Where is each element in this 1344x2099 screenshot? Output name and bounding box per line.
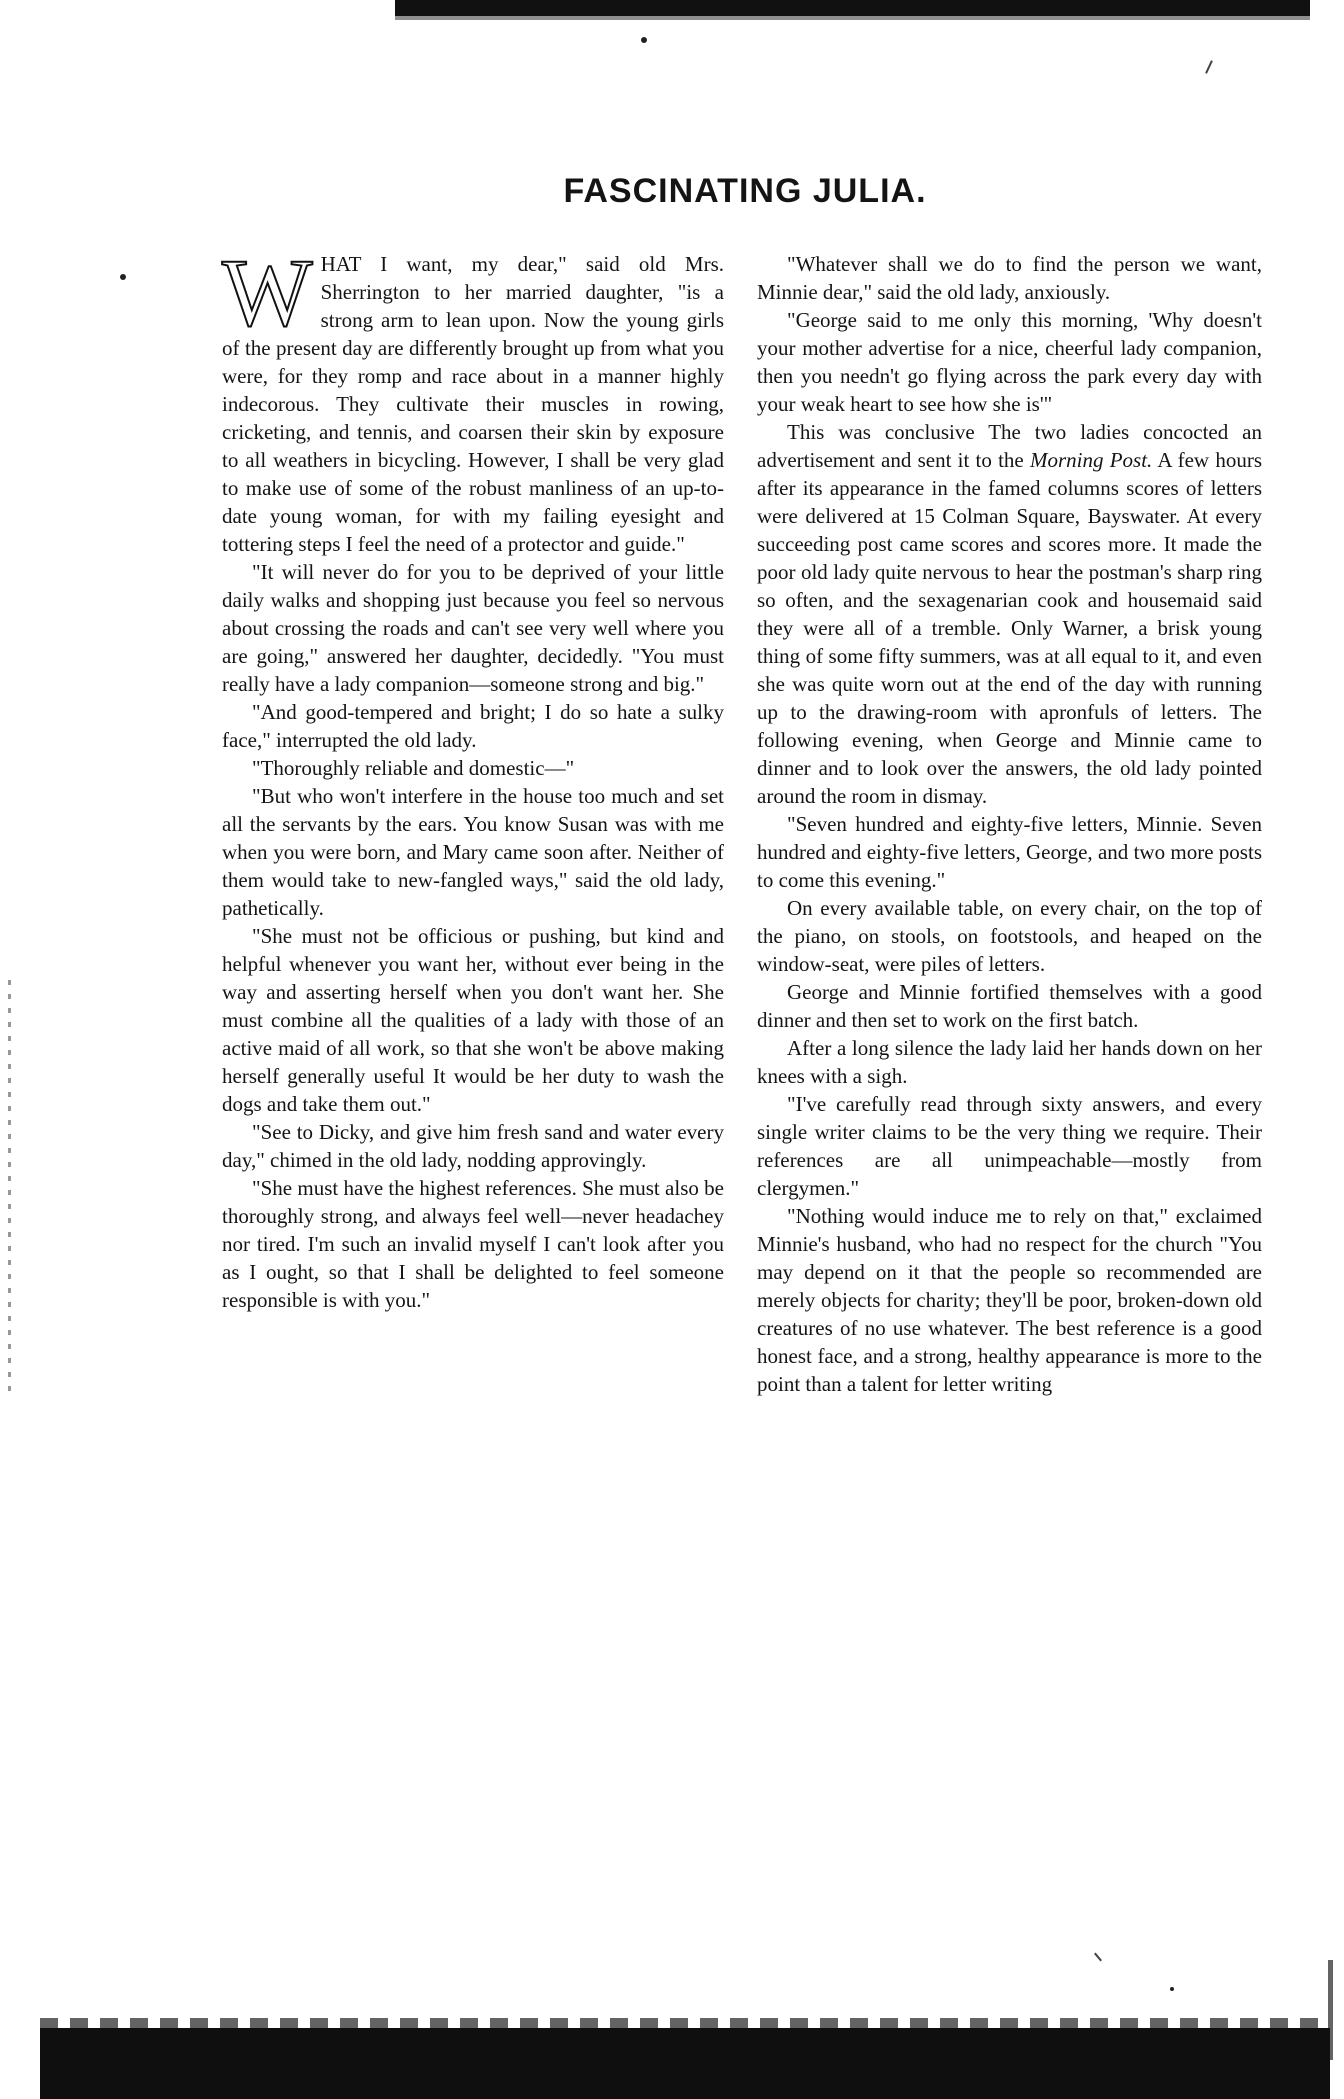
scan-speck: [120, 274, 126, 280]
scan-mark: [1205, 60, 1213, 74]
article-paragraph: "Seven hundred and eighty-five letters, Minnie. Seven hundred and eighty-five letters, George, and two more posts to come this evening.": [757, 812, 1262, 892]
bottom-scan-band-edge: [40, 2018, 1330, 2028]
scan-speck: [641, 37, 647, 43]
paragraph-text: This was conclusive The two ladies concocted an advertisement and sent it to the: [757, 420, 1262, 472]
paragraph-text: HAT I want, my dear," said old Mrs. Sherrington to her married daughter, "is a strong arm to lean upon. Now the young girls of the present day are differently brought up from what you were, for they romp and race about in a manner highly indecorous. They cultivate their muscles in rowing, cricketing, and tennis, and coarsen their skin by exposure to all weathers in bicycling. However, I shall be very glad to make use of some of the robust manliness of an up-to-date young woman, for with my failing eyesight and tottering steps I feel the need of a protector and guide.": [222, 252, 724, 556]
right-column: [757, 250, 1262, 1398]
article-paragraph: "Whatever shall we do to find the person we want, Minnie dear," said the old lady, anxiously.: [757, 252, 1262, 304]
article-paragraph: "Nothing would induce me to rely on that," exclaimed Minnie's husband, who had no respect for the church "You may depend on it that the people so recommended are merely objects for charity; they'll be poor, broken-down old creatures of no use whatever. The best reference is a good honest face, and a strong, healthy appearance is more to the point than a talent for letter writing: [757, 1204, 1262, 1396]
newspaper-name: Morning Post.: [1029, 448, 1153, 472]
article-paragraph: "And good-tempered and bright; I do so hate a sulky face," interrupted the old lady.: [222, 700, 724, 752]
article-paragraph: After a long silence the lady laid her hands down on her knees with a sigh.: [757, 1036, 1262, 1088]
article-paragraph: [757, 418, 1262, 810]
left-column: [222, 239, 724, 1314]
top-border-rule: [395, 0, 1310, 16]
drop-cap: W: [222, 239, 313, 346]
paragraph-text: A few hours after its appearance in the famed columns scores of letters were delivered at 15 Colman Square, Bayswater. At every succeeding post came scores and scores more. It made the poor old lady quite nervous to hear the postman's sharp ring so often, and the sexagenarian cook and housemaid said they were all of a tremble. Only Warner, a brisk young thing of some fifty summers, was at all equal to it, and even she was quite worn out at the end of the day with running up to the drawing-room with apronfuls of letters. The following evening, when George and Minnie came to dinner and to look over the answers, the old lady pointed around the room in dismay.: [757, 448, 1262, 808]
article-paragraph: "See to Dicky, and give him fresh sand and water every day," chimed in the old lady, nodding approvingly.: [222, 1120, 724, 1172]
bottom-scan-band: [40, 2028, 1330, 2099]
article-paragraph: "Thoroughly reliable and domestic—": [252, 756, 575, 780]
top-border-rule-shadow: [395, 16, 1310, 20]
article-paragraph: "But who won't interfere in the house too much and set all the servants by the ears. You know Susan was with me when you were born, and Mary came soon after. Neither of them would take to new-fangled ways," said the old lady, pathetically.: [222, 784, 724, 920]
article-paragraph: [222, 239, 724, 558]
article-paragraph: George and Minnie fortified themselves with a good dinner and then set to work on the first batch.: [757, 980, 1262, 1032]
article-paragraph: On every available table, on every chair, on the top of the piano, on stools, on footstools, and heaped on the window-seat, were piles of letters.: [757, 896, 1262, 976]
article-paragraph: "She must not be officious or pushing, but kind and helpful whenever you want her, without ever being in the way and asserting herself when you don't want her. She must combine all the qualities of a lady with those of an active maid of all work, so that she won't be above making herself generally useful It would be her duty to wash the dogs and take them out.": [222, 924, 724, 1116]
scan-mark: [1094, 1953, 1102, 1962]
article-paragraph: "It will never do for you to be deprived of your little daily walks and shopping just because you feel so nervous about crossing the roads and can't see very well where you are going," answered her daughter, decidedly. "You must really have a lady companion—someone strong and big.": [222, 560, 724, 696]
left-scan-edge: [8, 980, 11, 1400]
article-title: FASCINATING JULIA.: [563, 172, 927, 210]
article-paragraph: "She must have the highest references. She must also be thoroughly strong, and always feel well—never headachey nor tired. I'm such an invalid myself I can't look after you as I ought, so that I shall be delighted to feel someone responsible is with you.": [222, 1176, 724, 1312]
article-paragraph: "George said to me only this morning, 'Why doesn't your mother advertise for a nice, cheerful lady companion, then you needn't go flying across the park every day with your weak heart to see how she is'": [757, 308, 1262, 416]
article-paragraph: "I've carefully read through sixty answers, and every single writer claims to be the very thing we require. Their references are all unimpeachable—mostly from clergymen.": [757, 1092, 1262, 1200]
scan-speck: [1170, 1987, 1174, 1991]
